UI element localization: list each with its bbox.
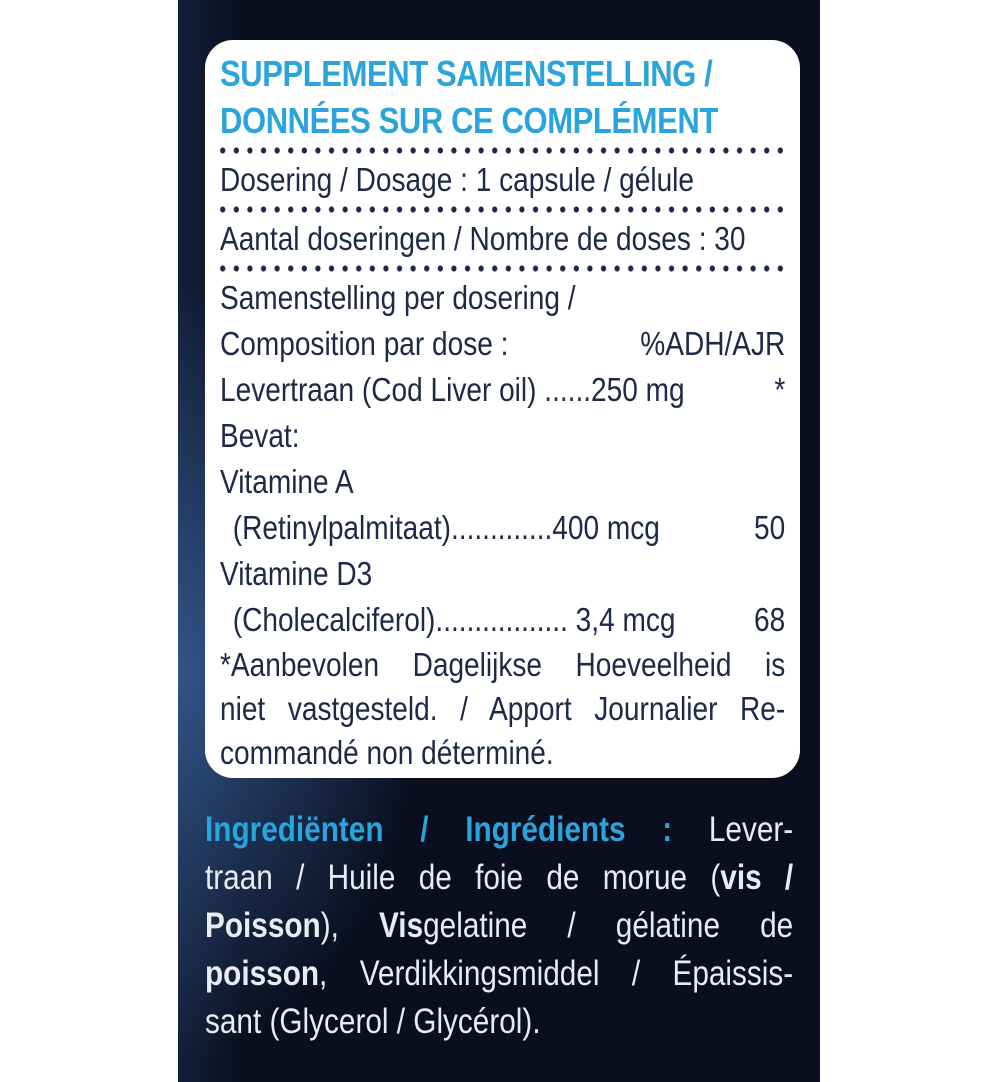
vitamine-d3-name: Vitamine D3	[220, 555, 373, 592]
nutrient-row-levertraan	[220, 367, 785, 413]
ingredients-content	[205, 806, 793, 1046]
ingredients-text-line4: , Verdikkingsmiddel / Épaissis-	[319, 954, 794, 993]
nutrient-rda-vitamine-a: 50	[754, 509, 786, 546]
ingredients-line-1	[205, 806, 793, 854]
ingredients-line-3	[205, 902, 793, 950]
ingredients-bold-poisson-2: poisson	[205, 954, 320, 993]
vitamine-a-name: Vitamine A	[220, 463, 354, 500]
nutrient-label-vitamine-d3: (Cholecalciferol)................. 3,4 mcg	[232, 601, 676, 638]
ingredients-line-2	[205, 854, 793, 902]
dotted-separator	[220, 147, 785, 154]
nutrient-row-vitamine-d3	[220, 597, 785, 643]
ingredients-text-line3-rest: gelatine / gélatine de	[423, 906, 794, 945]
dosage-line: Dosering / Dosage : 1 capsule / gélule	[220, 161, 695, 198]
supplement-facts-content	[220, 50, 785, 775]
rda-footnote	[220, 643, 785, 775]
ingredients-heading: Ingrediënten / Ingrédients :	[205, 810, 673, 849]
servings-line: Aantal doseringen / Nombre de doses : 30	[220, 220, 746, 257]
composition-header-row	[220, 321, 785, 367]
label-dark-background	[178, 0, 820, 1082]
ingredients-text-line3-mid: ),	[320, 906, 339, 945]
ingredients-line-4	[205, 950, 793, 998]
nutrient-rda-levertraan: *	[774, 371, 786, 408]
footnote-line-2: niet vastgesteld. / Apport Journalier Re-	[220, 690, 786, 727]
nutrient-rda-vitamine-d3: 68	[754, 601, 786, 638]
panel-title-line-1: SUPPLEMENT SAMENSTELLING /	[220, 53, 713, 94]
ingredients-text-line2: traan / Huile de foie de morue (	[205, 858, 721, 897]
nutrient-label-levertraan: Levertraan (Cod Liver oil) ......250 mg	[220, 371, 685, 408]
dotted-separator	[220, 206, 785, 213]
bevat-label: Bevat:	[220, 417, 300, 454]
composition-header-line-2: Composition par dose :	[220, 325, 509, 362]
footnote-line-3: commandé non déterminé.	[220, 734, 554, 771]
nutrient-row-vitamine-a	[220, 505, 785, 551]
dotted-separator	[220, 265, 785, 272]
footnote-line-1: *Aanbevolen Dagelijkse Hoeveelheid is	[220, 646, 786, 683]
ingredients-bold-vis: vis /	[720, 858, 794, 897]
composition-header-line-1: Samenstelling per dosering /	[220, 279, 576, 316]
panel-title-line-2: DONNÉES SUR CE COMPLÉMENT	[220, 100, 718, 141]
ingredients-bold-poisson: Poisson	[205, 906, 321, 945]
ingredients-bold-visgelatine: Vis	[378, 906, 424, 945]
ingredients-text-line1: Lever-	[708, 810, 794, 849]
panel-title	[220, 50, 785, 144]
ingredients-section	[205, 806, 795, 1046]
supplement-facts-panel	[205, 40, 800, 778]
nutrient-label-vitamine-a: (Retinylpalmitaat).............400 mcg	[232, 509, 660, 546]
rda-column-header: %ADH/AJR	[640, 325, 786, 362]
ingredients-line-5: sant (Glycerol / Glycérol).	[205, 1002, 541, 1041]
